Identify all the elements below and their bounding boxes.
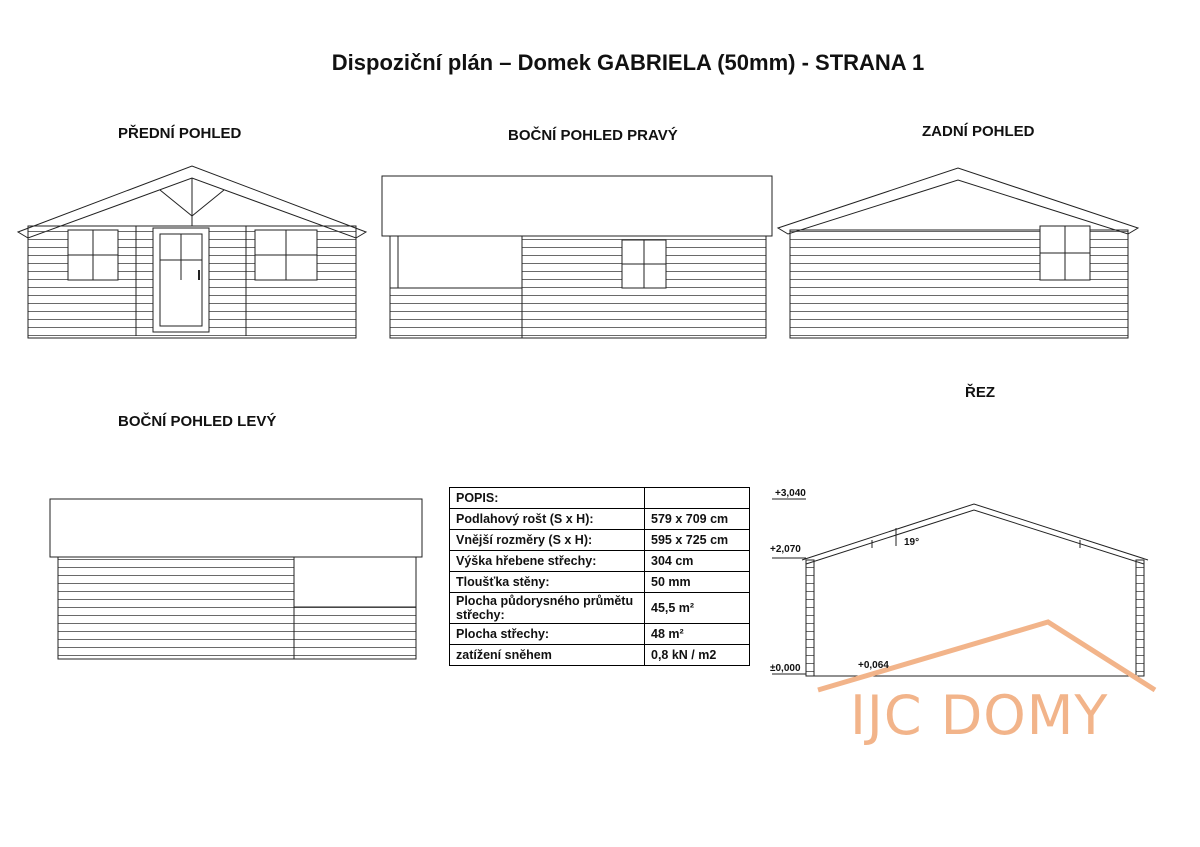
table-row xyxy=(450,509,750,530)
table-cell: 48 m² xyxy=(645,624,750,645)
back-elevation xyxy=(778,168,1138,338)
table-cell: 50 mm xyxy=(645,572,750,593)
side-left-view-label: BOČNÍ POHLED LEVÝ xyxy=(118,413,277,430)
table-cell: Tloušťka stěny: xyxy=(450,572,645,593)
table-cell: POPIS: xyxy=(450,488,645,509)
table-row xyxy=(450,572,750,593)
floor-level-mark: +0,064 xyxy=(858,660,889,671)
table-cell: 304 cm xyxy=(645,551,750,572)
ground-level-mark: ±0,000 xyxy=(770,663,801,674)
popis-table xyxy=(449,487,750,666)
plan-title: Dispoziční plán – Domek GABRIELA (50mm) - STRANA 1 xyxy=(331,50,925,75)
table-cell: Podlahový rošt (S x H): xyxy=(450,509,645,530)
table-cell: 0,8 kN / m2 xyxy=(645,645,750,666)
ridge-level-mark: +3,040 xyxy=(775,488,806,499)
logo-text: IJC DOMY xyxy=(850,684,1109,747)
table-cell: 579 x 709 cm xyxy=(645,509,750,530)
front-elevation xyxy=(18,166,366,338)
table-cell: 45,5 m² xyxy=(645,593,750,624)
table-cell: Plocha střechy: xyxy=(450,624,645,645)
table-row xyxy=(450,645,750,666)
table-cell: Plocha půdorysného průmětu střechy: xyxy=(450,593,645,624)
side-left-elevation xyxy=(50,499,422,659)
table-row xyxy=(450,551,750,572)
table-cell: Vnější rozměry (S x H): xyxy=(450,530,645,551)
company-logo xyxy=(818,620,1158,750)
table-row xyxy=(450,530,750,551)
roof-angle-mark: 19° xyxy=(904,537,920,548)
table-row xyxy=(450,624,750,645)
table-row xyxy=(450,593,750,624)
table-cell: 595 x 725 cm xyxy=(645,530,750,551)
table-cell xyxy=(645,488,750,509)
back-view-label: ZADNÍ POHLED xyxy=(922,123,1035,140)
side-right-view-label: BOČNÍ POHLED PRAVÝ xyxy=(508,127,678,144)
table-row xyxy=(450,488,750,509)
front-view-label: PŘEDNÍ POHLED xyxy=(118,125,242,142)
section-view-label: ŘEZ xyxy=(965,384,995,401)
table-cell: Výška hřebene střechy: xyxy=(450,551,645,572)
eave-level-mark: +2,070 xyxy=(770,544,801,555)
side-right-elevation xyxy=(382,176,772,338)
table-cell: zatížení sněhem xyxy=(450,645,645,666)
